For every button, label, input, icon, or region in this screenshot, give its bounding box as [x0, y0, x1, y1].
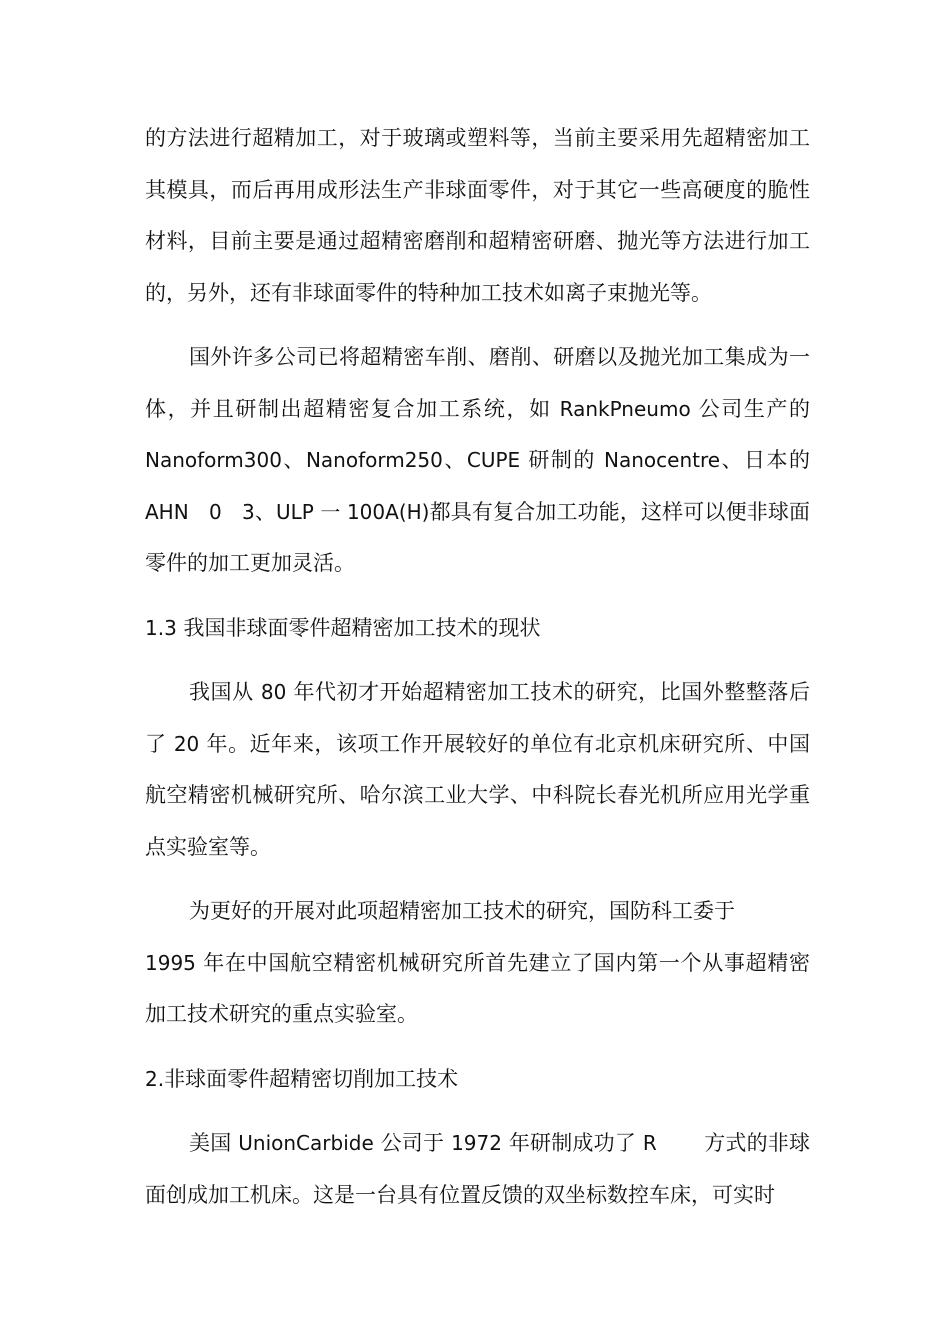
paragraph-3-text: 年。近年来，该项工作开展较好的单位有北京机床研究所、中国航空精密机械研究所、哈尔滨工业大学、中科院长春光机所应用光学重点实验室等。 — [145, 731, 810, 859]
heading-text: 我国非球面零件超精密加工技术的现状 — [176, 615, 541, 640]
year: 1995 — [145, 950, 196, 975]
product-name: ULP 一 100A(H) — [275, 499, 430, 524]
paragraph-1-text: 的方法进行超精加工，对于玻璃或塑料等，当前主要采用先超精密加工其模具，而后再用成形法生产非球面零件，对于其它一些高硬度的脆性材料，目前主要是通过超精密磨削和超精密研磨、抛光等方法进行加工的，另外，还有非球面零件的特种加工技术如离子束抛光等。 — [145, 126, 810, 305]
paragraph-4-text: 为更好的开展对此项超精密加工技术的研究，国防科工委于 — [189, 899, 735, 923]
separator: 、 — [442, 448, 467, 472]
paragraph-2-text: 、日本的 — [720, 448, 811, 472]
paragraph-1 — [145, 113, 810, 319]
document-body — [145, 113, 810, 1234]
paragraph-5-text: 年研制成功了 — [501, 1131, 643, 1155]
paragraph-4 — [145, 886, 810, 1041]
section-heading-2 — [145, 1054, 810, 1106]
product-name: AHN 0 3 — [145, 499, 255, 524]
organization-name: CUPE — [466, 448, 521, 472]
section-heading-1-3 — [145, 603, 810, 655]
paragraph-4-text: 年在中国航空精密机械研究所首先建立了国内第一个从事超精密加工技术研究的重点实验室。 — [145, 950, 810, 1026]
heading-number: 1.3 — [145, 615, 177, 640]
number: 20 — [173, 731, 200, 756]
paragraph-2 — [145, 332, 810, 590]
paragraph-2-text: 国外许多公司已将超精密车削、磨削、研磨以及抛光加工集成为一体，并且研制出超精密复合加工系统，如 — [145, 345, 810, 421]
paragraph-2-text: 研制的 — [520, 448, 605, 472]
company-name-rankpneumo: RankPneumo — [551, 396, 699, 421]
paragraph-3-text: 我国从 — [189, 680, 261, 704]
company-name-unioncarbide: UnionCarbide — [238, 1131, 374, 1155]
number: 80 — [260, 680, 287, 704]
paragraph-3 — [145, 667, 810, 873]
product-name: Nanoform300 — [145, 448, 282, 472]
separator: 、 — [254, 499, 276, 524]
paragraph-5-text: 公司于 — [373, 1131, 452, 1155]
paragraph-2-text: 公司生产的 — [698, 396, 811, 421]
method-letter: R — [642, 1131, 698, 1155]
heading-number: 2. — [145, 1066, 165, 1091]
year: 1972 — [451, 1131, 502, 1155]
paragraph-3-text: 年代初才开始超精密加工技术的研究，比国外整整落后了 — [145, 680, 810, 756]
product-name: Nanoform250 — [305, 448, 443, 472]
paragraph-5 — [145, 1118, 810, 1221]
paragraph-2-text: 都具有复合加工功能，这样可以便非球面零件的加工更加灵活。 — [145, 499, 810, 575]
heading-text: 非球面零件超精密切削加工技术 — [164, 1066, 459, 1091]
product-name: Nanocentre — [604, 448, 721, 472]
paragraph-5-text: 方式的非球面创成加工机床。这是一台具有位置反馈的双坐标数控车床，可实时 — [145, 1131, 810, 1207]
separator: 、 — [281, 448, 306, 472]
paragraph-5-text: 美国 — [189, 1131, 239, 1155]
